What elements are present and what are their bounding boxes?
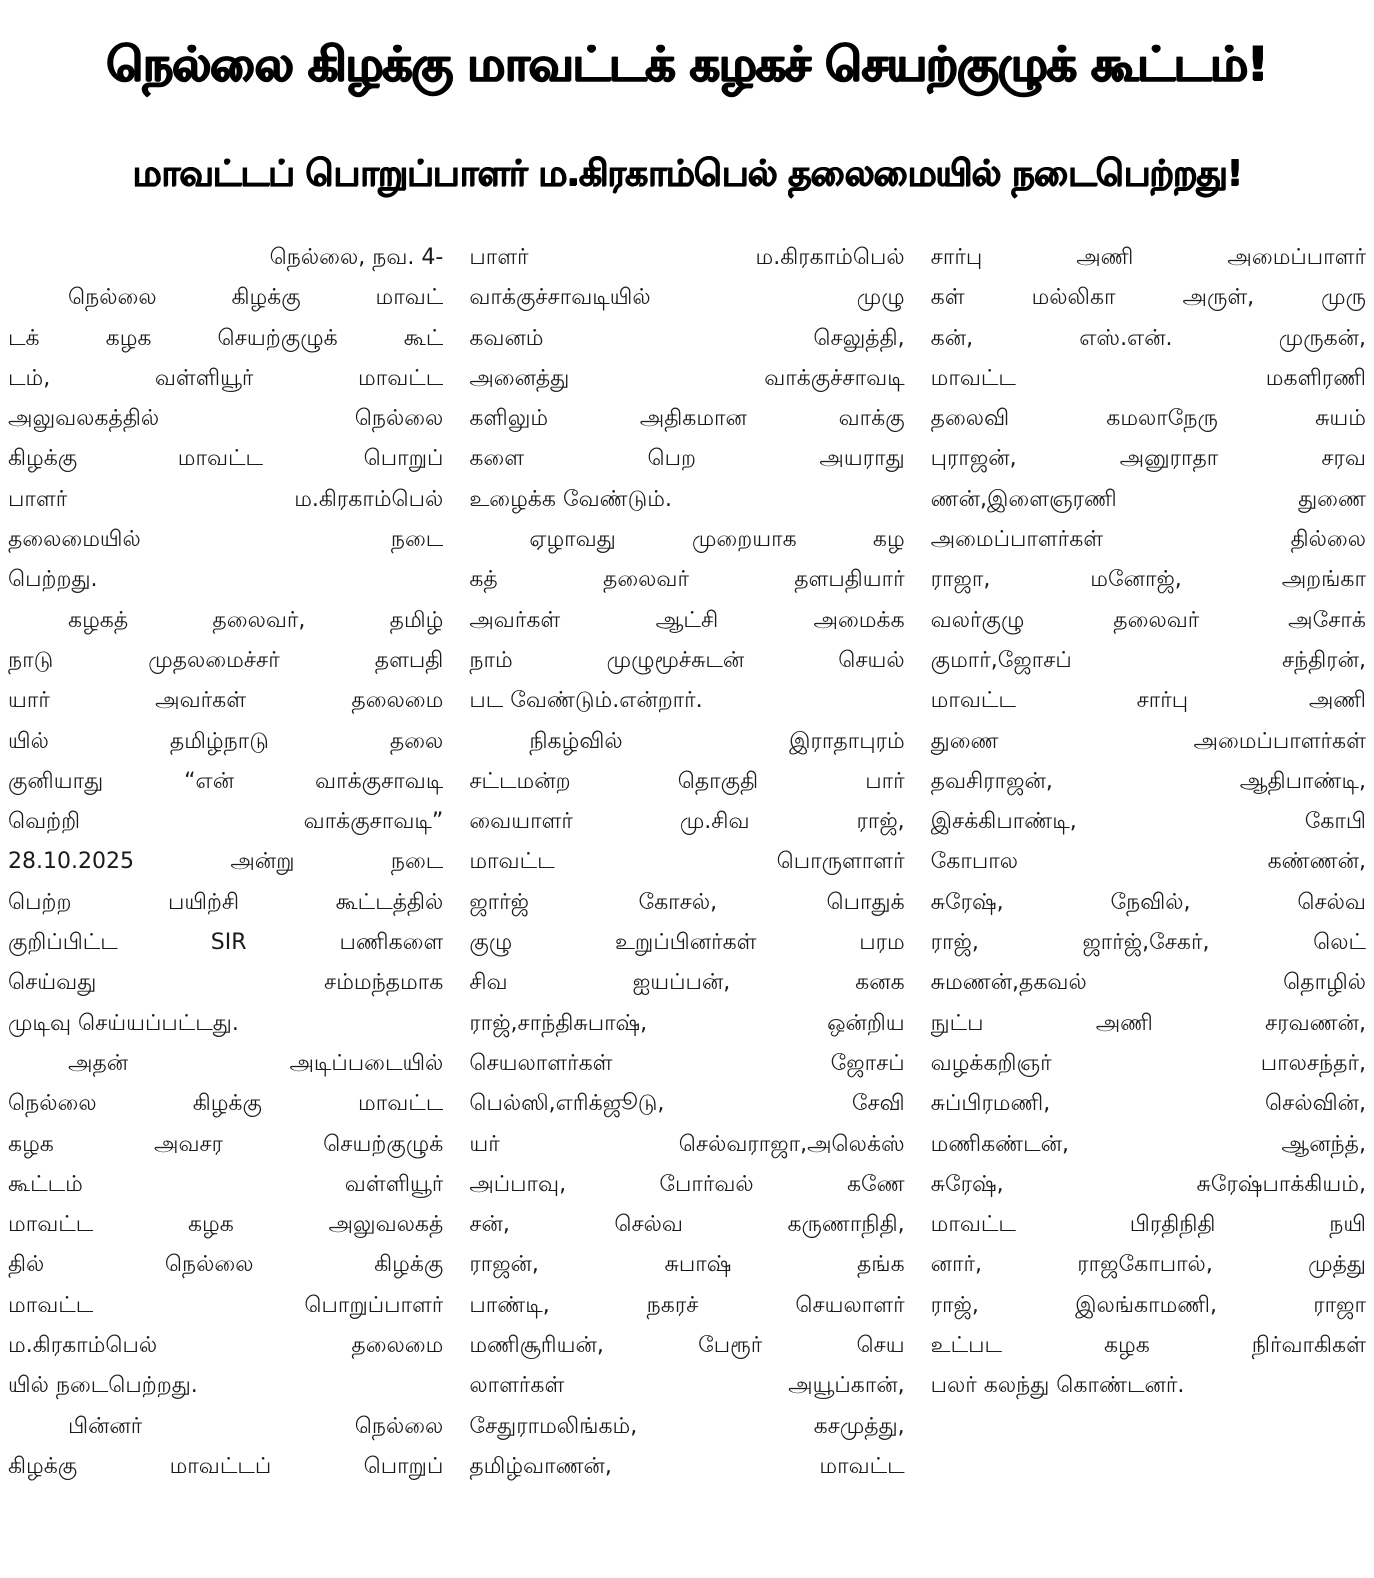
article-line: சன், செல்வ கருணாநிதி, — [469, 1212, 905, 1238]
article-column-1 — [8, 238, 443, 1568]
article-line: குமார்,ஜோசப் சந்திரன், — [930, 647, 1366, 673]
article-line: அலுவலகத்தில் நெல்லை — [8, 406, 444, 432]
article-column-2 — [469, 238, 904, 1568]
article-line: ராஜா, மனோஜ், அறங்கா — [930, 567, 1366, 593]
article-line: தில் நெல்லை கிழக்கு — [8, 1252, 444, 1278]
article-line: சட்டமன்ற தொகுதி பார் — [469, 768, 905, 794]
article-line: வலர்குழு தலைவர் அசோக் — [930, 607, 1366, 633]
article-line: மணிசூரியன், பேரூர் செய — [469, 1333, 905, 1359]
article-line: சுரேஷ், நேவில், செல்வ — [930, 889, 1366, 915]
article-line: லாளர்கள் அயூப்கான், — [469, 1373, 905, 1399]
article-line: பாளர் ம.கிரகாம்பெல் — [469, 245, 905, 270]
article-line: பட வேண்டும்.என்றார். — [469, 688, 703, 714]
article-line: னார், ராஜகோபால், முத்து — [930, 1252, 1366, 1278]
article-line: கழக அவசர செயற்குழுக் — [8, 1131, 444, 1157]
article-line: சுப்பிரமணி, செல்வின், — [930, 1091, 1366, 1117]
article-line: நுட்ப அணி சரவணன், — [930, 1010, 1366, 1036]
article-line: மாவட்ட கழக அலுவலகத் — [8, 1212, 444, 1238]
article-line: வாக்குச்சாவடியில் முழு — [469, 285, 905, 311]
article-line: வையாளர் மு.சிவ ராஜ், — [469, 809, 905, 835]
article-columns — [8, 238, 1366, 1568]
article-line: கவனம் செலுத்தி, — [469, 325, 905, 351]
article-line: கழகத் தலைவர், தமிழ் — [68, 607, 444, 633]
article-line: வழக்கறிஞர் பாலசந்தர், — [930, 1050, 1366, 1076]
article-line: புராஜன், அனுராதா சரவ — [930, 446, 1366, 472]
article-line: குனியாது “என் வாக்குசாவடி — [8, 768, 444, 794]
article-line: துணை அமைப்பாளர்கள் — [930, 728, 1366, 754]
article-line: மாவட்ட பொருளாளர் — [469, 849, 905, 875]
article-line: ராஜ்,சாந்திசுபாஷ், ஒன்றிய — [469, 1010, 905, 1036]
article-line: யர் செல்வராஜா,அலெக்ஸ் — [469, 1131, 905, 1157]
article-line: நெல்லை கிழக்கு மாவட்ட — [8, 1091, 444, 1117]
article-line: தவசிராஜன், ஆதிபாண்டி, — [930, 768, 1366, 794]
article-line: சுமணன்,தகவல் தொழில் — [930, 970, 1366, 996]
article-line: யார் அவர்கள் தலைமை — [8, 688, 444, 714]
article-line: நாடு முதலமைச்சர் தளபதி — [8, 647, 444, 673]
article-line: நிகழ்வில் இராதாபுரம் — [529, 728, 905, 754]
article-line: அமைப்பாளர்கள் தில்லை — [930, 527, 1366, 553]
article-column-3 — [931, 238, 1366, 1568]
article-line: உழைக்க வேண்டும். — [469, 486, 672, 512]
article-line: கத் தலைவர் தளபதியார் — [469, 567, 905, 593]
article-line: உட்பட கழக நிர்வாகிகள் — [930, 1333, 1366, 1359]
article-line: கோபால கண்ணன், — [930, 849, 1366, 875]
article-line: யில் நடைபெற்றது. — [8, 1373, 198, 1399]
article-line: மாவட்ட சார்பு அணி — [930, 688, 1366, 714]
headline: நெல்லை கிழக்கு மாவட்டக் கழகச் செயற்குழுக் கூட்டம்! — [106, 37, 1268, 92]
article-line: கள் மல்லிகா அருள், முரு — [930, 285, 1366, 311]
article-line: பலர் கலந்து கொண்டனர். — [930, 1373, 1185, 1399]
article-line: பெல்ஸி,எரிக்ஜூடு, சேவி — [469, 1091, 905, 1117]
article-line: வெற்றி வாக்குசாவடி” — [8, 809, 444, 835]
article-line: நெல்லை கிழக்கு மாவட் — [68, 285, 444, 311]
article-line: ஜார்ஜ் கோசல், பொதுக் — [469, 889, 905, 915]
article-line: பின்னர் நெல்லை — [68, 1413, 444, 1439]
article-line: கன், எஸ்.என். முருகன், — [930, 325, 1366, 351]
article-line: பெற்ற பயிற்சி கூட்டத்தில் — [8, 889, 444, 915]
article-line: ஏழாவது முறையாக கழ — [529, 527, 905, 553]
article-line: சிவ ஐயப்பன், கனக — [469, 970, 905, 996]
article-line: முடிவு செய்யப்பட்டது. — [8, 1010, 239, 1036]
article-line: குழு உறுப்பினர்கள் பரம — [469, 930, 905, 956]
article-line: அப்பாவு, போர்வல் கணே — [469, 1171, 905, 1197]
article-line: ராஜன், சுபாஷ் தங்க — [469, 1252, 905, 1278]
article-line: நாம் முழுமூச்சுடன் செயல் — [469, 647, 905, 673]
article-line: யில் தமிழ்நாடு தலை — [8, 728, 444, 754]
article-line: சார்பு அணி அமைப்பாளர் — [930, 245, 1366, 270]
article-line: டம், வள்ளியூர் மாவட்ட — [8, 365, 444, 391]
article-line: குறிப்பிட்ட SIR பணிகளை — [8, 930, 444, 956]
article-line: நெல்லை, நவ. 4- — [269, 245, 444, 270]
article-line: சேதுராமலிங்கம், கசமுத்து, — [469, 1413, 905, 1439]
article-line: 28.10.2025 அன்று நடை — [8, 849, 444, 875]
article-line: கிழக்கு மாவட்ட பொறுப் — [8, 446, 444, 472]
subheadline: மாவட்டப் பொறுப்பாளர் ம.கிரகாம்பெல் தலைமையில் நடைபெற்றது! — [132, 153, 1242, 194]
article-line: மாவட்ட பிரதிநிதி நயி — [930, 1212, 1366, 1238]
article-line: அவர்கள் ஆட்சி அமைக்க — [469, 607, 905, 633]
article-line: களை பெற அயராது — [469, 446, 905, 472]
article-line: ராஜ், ஜார்ஜ்,சேகர், லெட் — [930, 930, 1366, 956]
article-line: ராஜ், இலங்காமணி, ராஜா — [930, 1292, 1366, 1318]
article-line: அனைத்து வாக்குச்சாவடி — [469, 365, 905, 391]
article-line: டக் கழக செயற்குழுக் கூட் — [8, 325, 444, 351]
article-line: இசக்கிபாண்டி, கோபி — [930, 809, 1366, 835]
article-line: மாவட்ட மகளிரணி — [930, 365, 1366, 391]
article-line: ம.கிரகாம்பெல் தலைமை — [8, 1333, 444, 1359]
article-line: கிழக்கு மாவட்டப் பொறுப் — [8, 1453, 444, 1479]
article-line: பெற்றது. — [8, 567, 98, 593]
article-line: செய்வது சம்மந்தமாக — [8, 970, 444, 996]
article-line: களிலும் அதிகமான வாக்கு — [469, 406, 905, 432]
article-line: பாண்டி, நகரச் செயலாளர் — [469, 1292, 905, 1318]
article-line: ணன்,இளைஞரணி துணை — [930, 486, 1366, 512]
article-line: பாளர் ம.கிரகாம்பெல் — [8, 486, 444, 512]
article-line: மணிகண்டன், ஆனந்த், — [930, 1131, 1366, 1157]
article-line: தமிழ்வாணன், மாவட்ட — [469, 1453, 905, 1479]
article-line: சுரேஷ், சுரேஷ்பாக்கியம், — [930, 1171, 1366, 1197]
article-line: செயலாளர்கள் ஜோசப் — [469, 1050, 905, 1076]
article-line: தலைமையில் நடை — [8, 527, 444, 553]
article-line: தலைவி கமலாநேரு சுயம் — [930, 406, 1366, 432]
article-line: கூட்டம் வள்ளியூர் — [8, 1171, 444, 1197]
article-line: மாவட்ட பொறுப்பாளர் — [8, 1292, 444, 1318]
article-line: அதன் அடிப்படையில் — [68, 1050, 444, 1076]
